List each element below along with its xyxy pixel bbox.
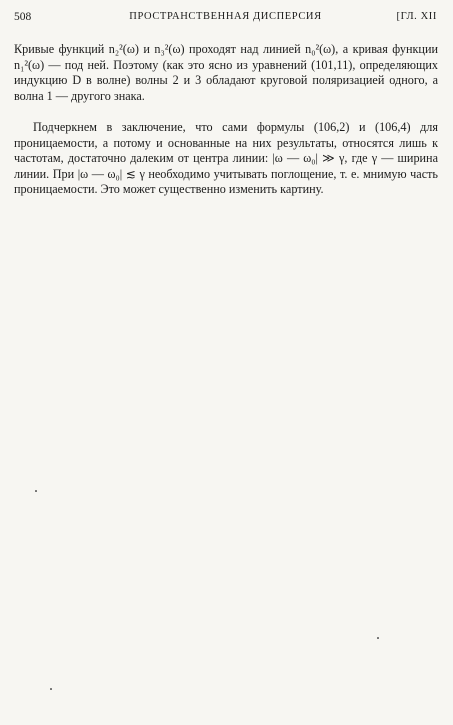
scan-speck <box>377 637 379 639</box>
running-head <box>14 9 437 25</box>
page-number: 508 <box>14 11 32 23</box>
paragraph-1-block <box>14 42 438 104</box>
running-head-title: ПРОСТРАНСТВЕННАЯ ДИСПЕРСИЯ <box>129 11 322 22</box>
scan-speck <box>50 688 52 690</box>
chapter-reference: [ГЛ. XII <box>396 11 437 22</box>
paragraph-1: Кривые функций n₂²(ω) и n₃²(ω) проходят над линией n₀²(ω), а кривая функции n₁²(ω) — под ней. Поэтому (как это ясно из уравнений (101,11), определяющих индукцию D в волне) волны 2 и 3 обладают круговой поляризацией одного, а волна 1 — другого знака. <box>14 42 438 103</box>
scan-speck <box>35 490 37 492</box>
paragraph-2-block <box>14 120 438 198</box>
paragraph-2: Подчеркнем в заключение, что сами формулы (106,2) и (106,4) для проницаемости, а потому и основанные на них результаты, относятся лишь к частотам, достаточно далеким от центра линии: |ω — ω₀| ≫ γ, где γ — ширина линии. При |ω — ω₀| ≲ γ необходимо учитывать поглощение, т. е. мнимую часть проницаемости. Это может существенно изменить картину. <box>14 120 438 196</box>
